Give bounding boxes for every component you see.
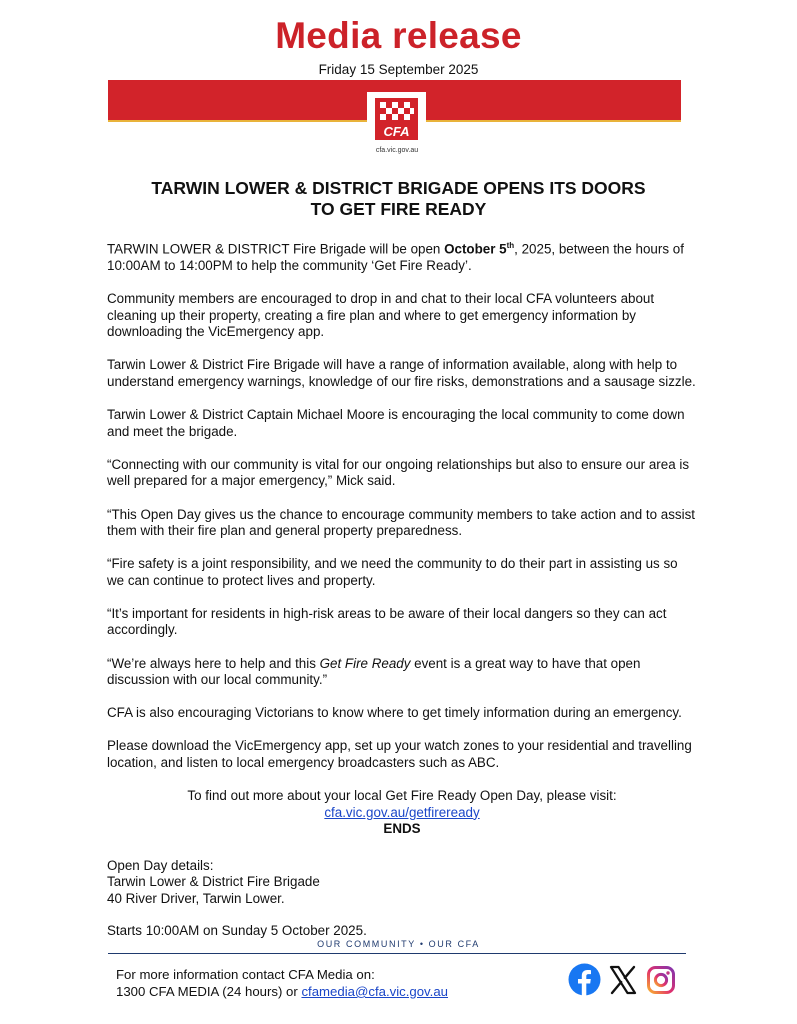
details-heading: Open Day details: — [107, 857, 214, 873]
ends-marker: ENDS — [383, 821, 421, 837]
page-title: Media release — [275, 15, 522, 56]
open-day-details — [107, 858, 697, 908]
details-line-1: Tarwin Lower & District Fire Brigade — [107, 874, 320, 890]
body-paragraph: “Fire safety is a joint responsibility, and we need the community to do their part in assisting us so we can continue to protect lives and property. — [107, 556, 678, 588]
footer-tagline: OUR COMMUNITY • OUR CFA — [317, 939, 480, 949]
body-paragraph: “It’s important for residents in high-risk areas to be aware of their local dangers so they can act accordingly. — [107, 605, 667, 638]
body-paragraph: Community members are encouraged to drop in and chat to their local CFA volunteers about cleaning up their property, creating a fire plan and where to get emergency information by downloading the VicEmergency app. — [107, 291, 655, 340]
getfireready-link[interactable]: cfa.vic.gov.au/getfireready — [324, 804, 480, 820]
logo-url: cfa.vic.gov.au — [375, 147, 419, 154]
contact-info — [116, 966, 448, 1000]
headline-line-1: TARWIN LOWER & DISTRICT BRIGADE OPENS ITS DOORS — [151, 178, 646, 198]
body-paragraph: Tarwin Lower & District Fire Brigade will have a range of information available, along with help to understand emergency warnings, knowledge of our fire risks, demonstrations and a sausage sizzle. — [107, 357, 696, 390]
quote-paragraph: “We’re always here to help and this Get Fire Ready event is a great way to have that open discussion with our local community.” — [107, 655, 641, 688]
contact-line-1: For more information contact CFA Media on: — [116, 967, 375, 982]
media-email-link[interactable]: cfamedia@cfa.vic.gov.au — [301, 984, 449, 999]
x-icon[interactable] — [608, 965, 638, 1000]
social-icons — [568, 963, 678, 997]
footer-divider — [108, 953, 686, 954]
body-paragraph: Tarwin Lower & District Captain Michael Moore is encouraging the local community to come down and meet the brigade. — [107, 407, 685, 439]
body-paragraph: CFA is also encouraging Victorians to know where to get timely information during an emergency. — [107, 705, 682, 721]
find-out-more — [107, 788, 697, 838]
facebook-icon[interactable] — [568, 963, 601, 1001]
event-date: October 5 — [444, 241, 507, 257]
cfa-logo-icon — [367, 92, 426, 150]
headline — [0, 178, 797, 220]
release-date: Friday 15 September 2025 — [318, 62, 479, 77]
instagram-icon[interactable] — [646, 965, 676, 1000]
contact-line-2: 1300 CFA MEDIA (24 hours) or — [116, 984, 302, 999]
details-line-2: 40 River Driver, Tarwin Lower. — [107, 891, 285, 906]
article-body — [107, 238, 697, 956]
body-paragraph: “This Open Day gives us the chance to encourage community members to take action and to assist them with their fire plan and general property preparedness. — [107, 506, 695, 539]
details-starts: Starts 10:00AM on Sunday 5 October 2025. — [107, 922, 367, 938]
body-paragraph: Please download the VicEmergency app, set up your watch zones to your residential and travelling location, and listen to local emergency broadcasters such as ABC. — [107, 738, 692, 770]
cfa-logo-text: CFA — [383, 124, 410, 139]
body-paragraph: “Connecting with our community is vital for our ongoing relationships but also to ensure our area is well prepared for a major emergency,” Mick said. — [107, 456, 690, 489]
headline-line-2: TO GET FIRE READY — [310, 199, 487, 219]
find-out-text: To find out more about your local Get Fire Ready Open Day, please visit: — [187, 788, 617, 804]
intro-paragraph: TARWIN LOWER & DISTRICT Fire Brigade will be open October 5th, 2025, between the hours of 10:00AM to 14:00PM to help the community ‘Get Fire Ready’. — [107, 241, 684, 274]
